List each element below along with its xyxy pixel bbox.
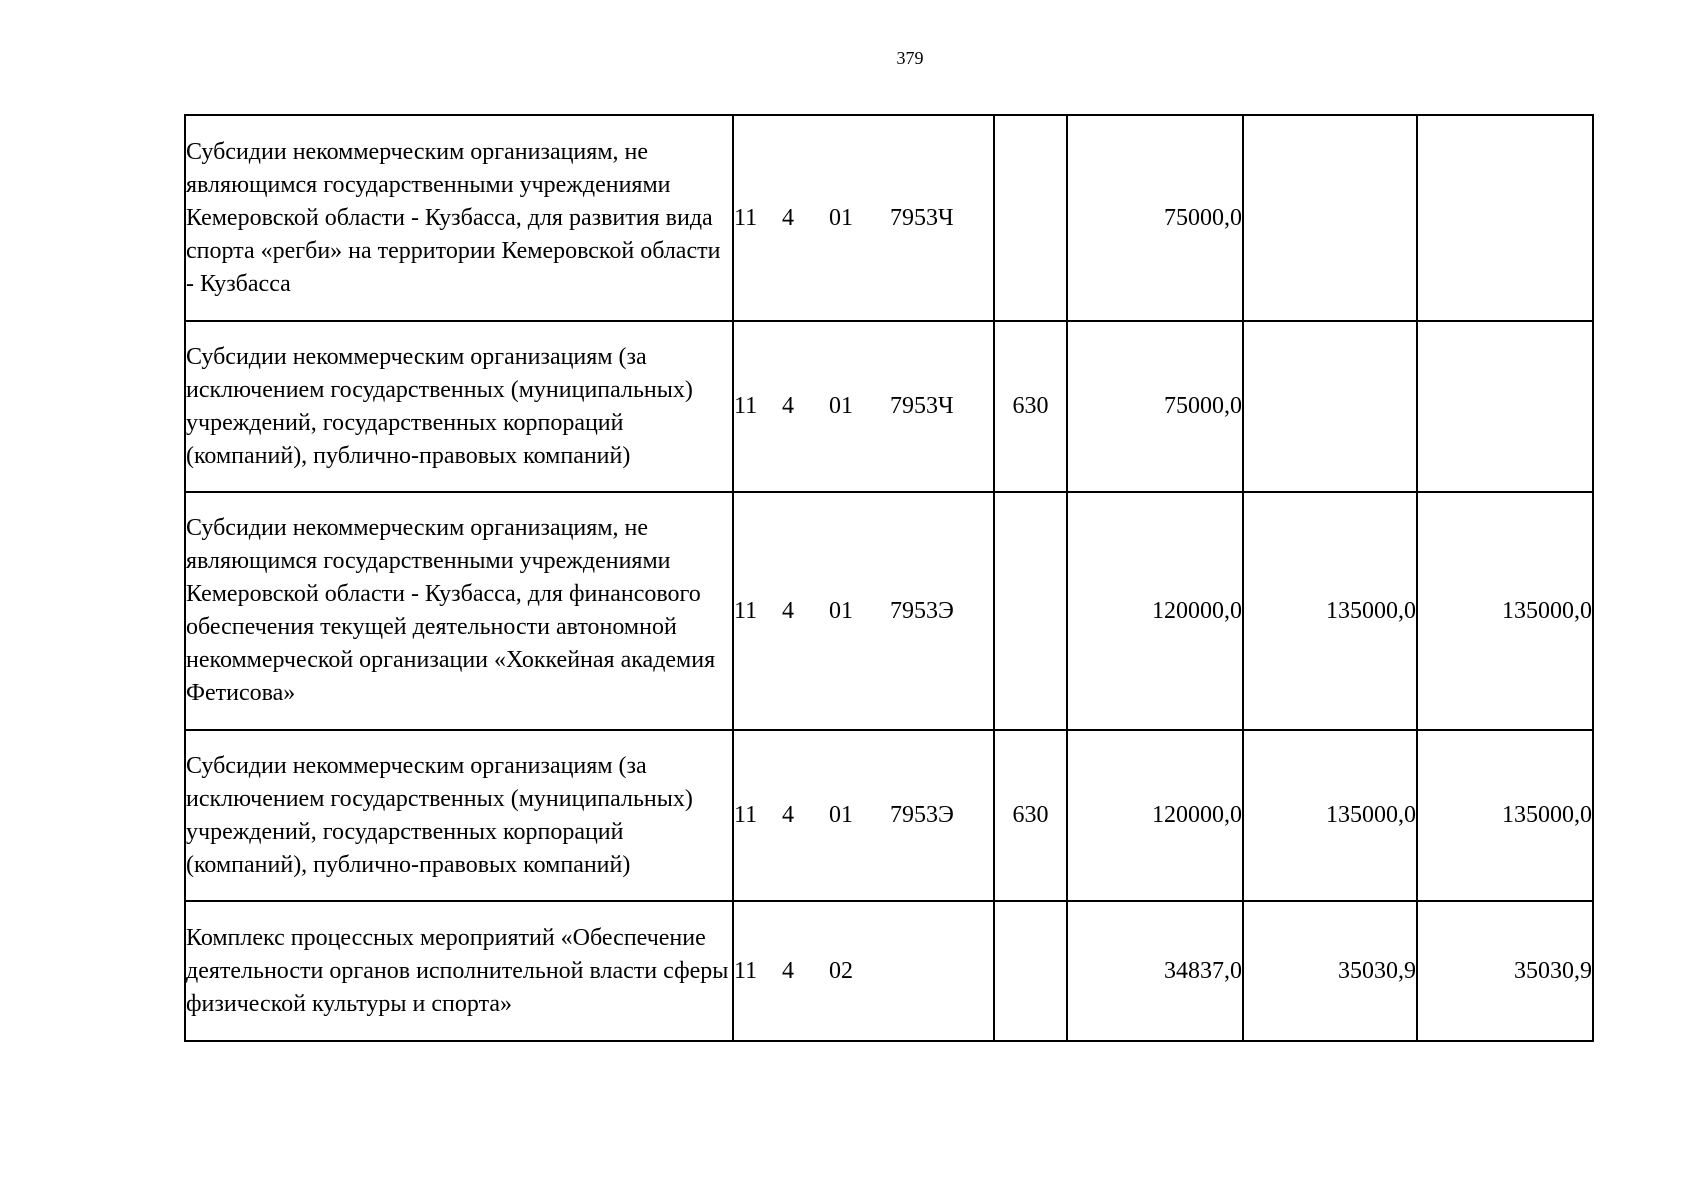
amount-year-1: 120000,0	[1067, 492, 1243, 730]
row-description: Субсидии некоммерческим организациям, не являющимся государственными учреждениями Кемеровской области - Кузбасса, для развития вида спорта «регби» на территории Кемеровской области - Кузбасса	[185, 115, 733, 321]
table-row	[185, 115, 1593, 321]
section-code: 11	[734, 204, 758, 231]
amount-year-1: 75000,0	[1067, 321, 1243, 492]
section-code: 11	[734, 597, 758, 624]
amount-year-3: 135000,0	[1417, 492, 1593, 730]
amount-year-1: 75000,0	[1067, 115, 1243, 321]
subsection-code: 4	[782, 393, 794, 419]
subsection-code: 4	[782, 597, 794, 624]
amount-year-2: 135000,0	[1243, 730, 1417, 901]
row-codes	[733, 115, 994, 321]
item-code: 7953Ч	[890, 393, 954, 419]
amount-year-2	[1243, 321, 1417, 492]
section-code: 11	[734, 393, 758, 419]
expense-type-code	[994, 492, 1067, 730]
item-code: 7953Ч	[890, 204, 954, 231]
expense-type-code: 630	[994, 730, 1067, 901]
row-description: Субсидии некоммерческим организациям (за исключением государственных (муниципальных) учреждений, государственных корпораций (компаний), публично-правовых компаний)	[185, 321, 733, 492]
budget-table	[184, 114, 1594, 1042]
section-code: 11	[734, 802, 758, 828]
row-codes	[733, 901, 994, 1041]
program-code: 01	[829, 597, 853, 624]
item-code: 7953Э	[890, 802, 954, 828]
table-row	[185, 492, 1593, 730]
amount-year-3: 135000,0	[1417, 730, 1593, 901]
expense-type-code: 630	[994, 321, 1067, 492]
expense-type-code	[994, 115, 1067, 321]
row-description: Субсидии некоммерческим организациям (за исключением государственных (муниципальных) учреждений, государственных корпораций (компаний), публично-правовых компаний)	[185, 730, 733, 901]
amount-year-1: 120000,0	[1067, 730, 1243, 901]
row-codes	[733, 492, 994, 730]
item-code: 7953Э	[890, 597, 954, 624]
amount-year-3	[1417, 115, 1593, 321]
row-codes	[733, 730, 994, 901]
program-code: 01	[829, 802, 853, 828]
subsection-code: 4	[782, 802, 794, 828]
program-code: 02	[829, 957, 853, 984]
amount-year-2: 135000,0	[1243, 492, 1417, 730]
program-code: 01	[829, 393, 853, 419]
row-description: Комплекс процессных мероприятий «Обеспечение деятельности органов исполнительной власти сферы физической культуры и спорта»	[185, 901, 733, 1041]
amount-year-3: 35030,9	[1417, 901, 1593, 1041]
subsection-code: 4	[782, 957, 794, 984]
row-description: Субсидии некоммерческим организациям, не являющимся государственными учреждениями Кемеровской области - Кузбасса, для финансового обеспечения текущей деятельности автономной некоммерческой организации «Хоккейная академия Фетисова»	[185, 492, 733, 730]
table-row	[185, 901, 1593, 1041]
expense-type-code	[994, 901, 1067, 1041]
amount-year-2	[1243, 115, 1417, 321]
amount-year-2: 35030,9	[1243, 901, 1417, 1041]
page-number: 379	[896, 48, 924, 68]
table-row	[185, 730, 1593, 901]
table-row	[185, 321, 1593, 492]
subsection-code: 4	[782, 204, 794, 231]
program-code: 01	[829, 204, 853, 231]
row-codes	[733, 321, 994, 492]
amount-year-1: 34837,0	[1067, 901, 1243, 1041]
amount-year-3	[1417, 321, 1593, 492]
section-code: 11	[734, 957, 758, 984]
